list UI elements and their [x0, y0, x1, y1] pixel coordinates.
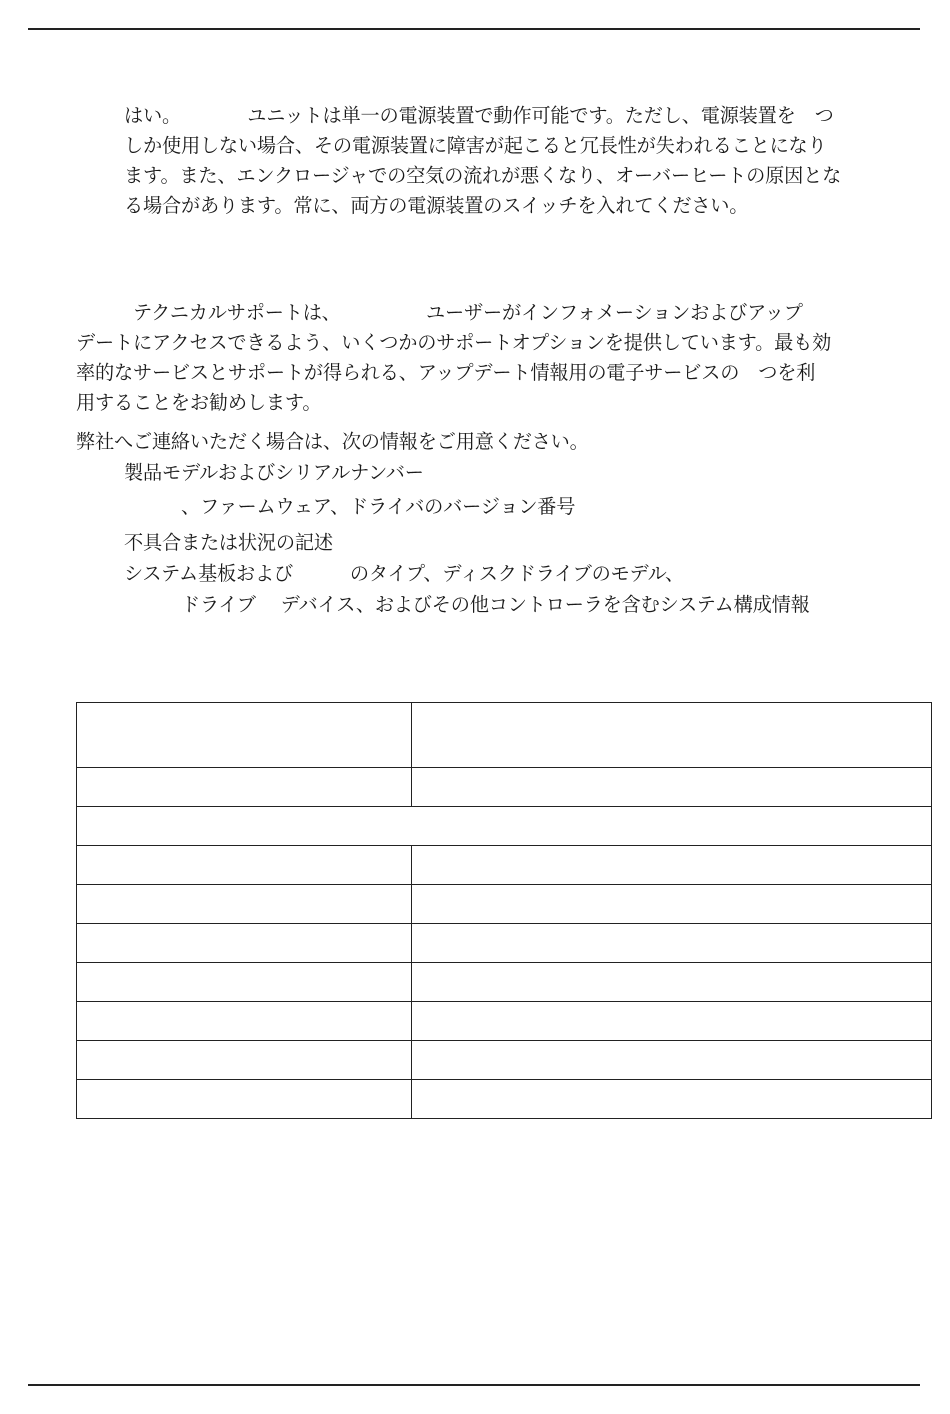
- table-cell: [77, 963, 412, 1002]
- table-cell: [77, 924, 412, 963]
- list-item: 不具合または状況の記述: [124, 531, 333, 554]
- support-line: 率的なサービスとサポートが得られる、アップデート情報用の電子サービスの つを利: [76, 361, 816, 384]
- header-rule: [28, 28, 920, 30]
- table-row: [77, 885, 932, 924]
- table-cell: [77, 885, 412, 924]
- table-cell: [77, 807, 932, 846]
- table-cell: [77, 1080, 412, 1119]
- support-paragraph: [76, 298, 926, 418]
- table-cell: [412, 885, 932, 924]
- table-cell: [412, 703, 932, 768]
- faq-answer-line: しか使用しない場合、その電源装置に障害が起こると冗長性が失われることになり: [124, 134, 827, 157]
- contact-intro: 弊社へご連絡いただく場合は、次の情報をご用意ください。: [76, 430, 589, 453]
- table-row: [77, 768, 932, 807]
- table-cell: [77, 703, 412, 768]
- list-item: ドライブ デバイス、およびその他コントローラを含むシステム構成情報: [124, 593, 810, 616]
- table-cell: [77, 1041, 412, 1080]
- list-item: 製品モデルおよびシリアルナンバー: [124, 461, 424, 484]
- list-item: 、ファームウェア、ドライバのバージョン番号: [124, 495, 576, 518]
- table-row: [77, 807, 932, 846]
- table-cell: [412, 1002, 932, 1041]
- table-cell: [412, 846, 932, 885]
- support-line: デートにアクセスできるよう、いくつかのサポートオプションを提供しています。最も効: [76, 331, 832, 354]
- faq-answer-line: はい。 ユニットは単一の電源装置で動作可能です。ただし、電源装置を つ: [124, 104, 834, 127]
- table-cell: [412, 1041, 932, 1080]
- support-line: テクニカルサポートは、 ユーザーがインフォメーションおよびアップ: [76, 301, 803, 324]
- faq-answer-paragraph: [124, 101, 924, 221]
- faq-answer-line: る場合があります。常に、両方の電源装置のスイッチを入れてください。: [124, 194, 749, 217]
- support-line: 用することをお勧めします。: [76, 391, 322, 414]
- faq-answer-line: ます。また、エンクロージャでの空気の流れが悪くなり、オーバーヒートの原因とな: [124, 164, 842, 187]
- table-cell: [412, 924, 932, 963]
- list-item: システム基板および のタイプ、ディスクドライブのモデル、: [124, 562, 685, 585]
- table-row: [77, 963, 932, 1002]
- table-row: [77, 1080, 932, 1119]
- table-row: [77, 703, 932, 768]
- table-cell: [77, 768, 412, 807]
- table-cell: [412, 1080, 932, 1119]
- table-row: [77, 1041, 932, 1080]
- footer-rule: [28, 1384, 920, 1386]
- table-row: [77, 1002, 932, 1041]
- table-row: [77, 924, 932, 963]
- table-row: [77, 846, 932, 885]
- contact-table: [76, 702, 932, 1119]
- table-cell: [412, 768, 932, 807]
- table-cell: [412, 963, 932, 1002]
- table-cell: [77, 1002, 412, 1041]
- table-cell: [77, 846, 412, 885]
